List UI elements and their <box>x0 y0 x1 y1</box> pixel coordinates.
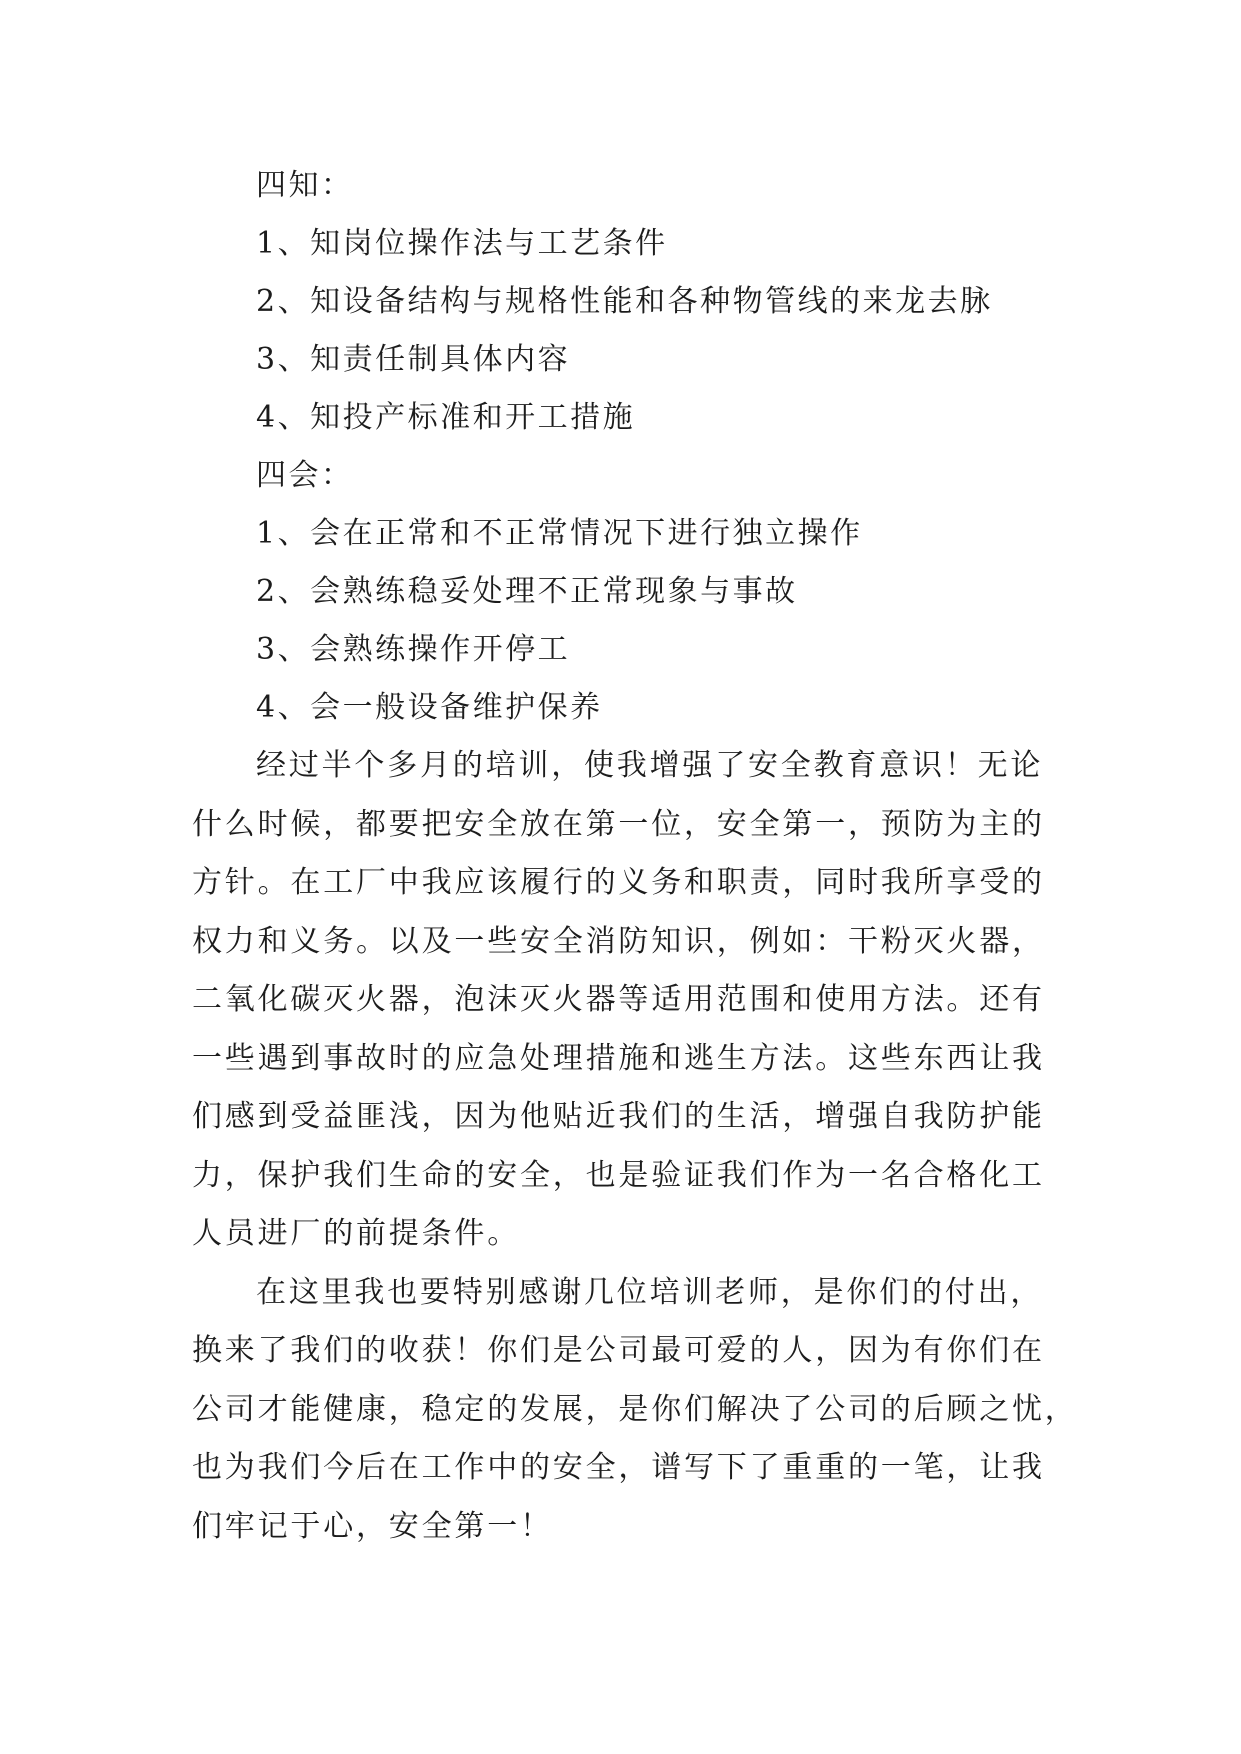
paragraph-line: 经过半个多月的培训，使我增强了安全教育意识！无论 <box>256 748 1044 783</box>
know-item: 3、知责任制具体内容 <box>256 342 571 377</box>
can-item: 3、会熟练操作开停工 <box>256 632 571 667</box>
paragraph-line: 方针。在工厂中我应该履行的义务和职责，同时我所享受的 <box>192 865 1045 900</box>
can-item: 4、会一般设备维护保养 <box>256 690 603 725</box>
paragraph-line: 二氧化碳灭火器，泡沫灭火器等适用范围和使用方法。还有 <box>192 982 1045 1017</box>
paragraph-line: 力，保护我们生命的安全，也是验证我们作为一名合格化工 <box>192 1157 1045 1193</box>
paragraph-line: 们牢记于心，安全第一！ <box>192 1508 553 1544</box>
can-item: 1、会在正常和不正常情况下进行独立操作 <box>256 516 863 551</box>
section-heading-can: 四会： <box>256 458 354 493</box>
paragraph-line: 换来了我们的收获！你们是公司最可爱的人，因为有你们在 <box>192 1333 1045 1368</box>
paragraph-line: 也为我们今后在工作中的安全，谱写下了重重的一笔，让我 <box>192 1450 1045 1485</box>
paragraph-line: 人员进厂的前提条件。 <box>192 1216 520 1251</box>
paragraph-line: 一些遇到事故时的应急处理措施和逃生方法。这些东西让我 <box>192 1040 1045 1076</box>
paragraph-line: 什么时候，都要把安全放在第一位，安全第一，预防为主的 <box>192 806 1045 842</box>
paragraph-thanks <box>192 1264 1078 1557</box>
paragraph-training-summary <box>192 737 1054 1264</box>
know-item: 1、知岗位操作法与工艺条件 <box>256 226 668 261</box>
can-item: 2、会熟练稳妥处理不正常现象与事故 <box>256 574 798 609</box>
document-body <box>192 157 1078 1556</box>
know-item: 2、知设备结构与规格性能和各种物管线的来龙去脉 <box>256 284 993 319</box>
know-item: 4、知投产标准和开工措施 <box>256 400 636 435</box>
paragraph-line: 权力和义务。以及一些安全消防知识，例如：干粉灭火器， <box>192 923 1045 959</box>
paragraph-line: 公司才能健康，稳定的发展，是你们解决了公司的后顾之忧， <box>192 1391 1078 1427</box>
section-heading-know: 四知： <box>256 168 354 203</box>
paragraph-line: 在这里我也要特别感谢几位培训老师，是你们的付出， <box>256 1274 1044 1310</box>
paragraph-line: 们感到受益匪浅，因为他贴近我们的生活，增强自我防护能 <box>192 1099 1045 1134</box>
